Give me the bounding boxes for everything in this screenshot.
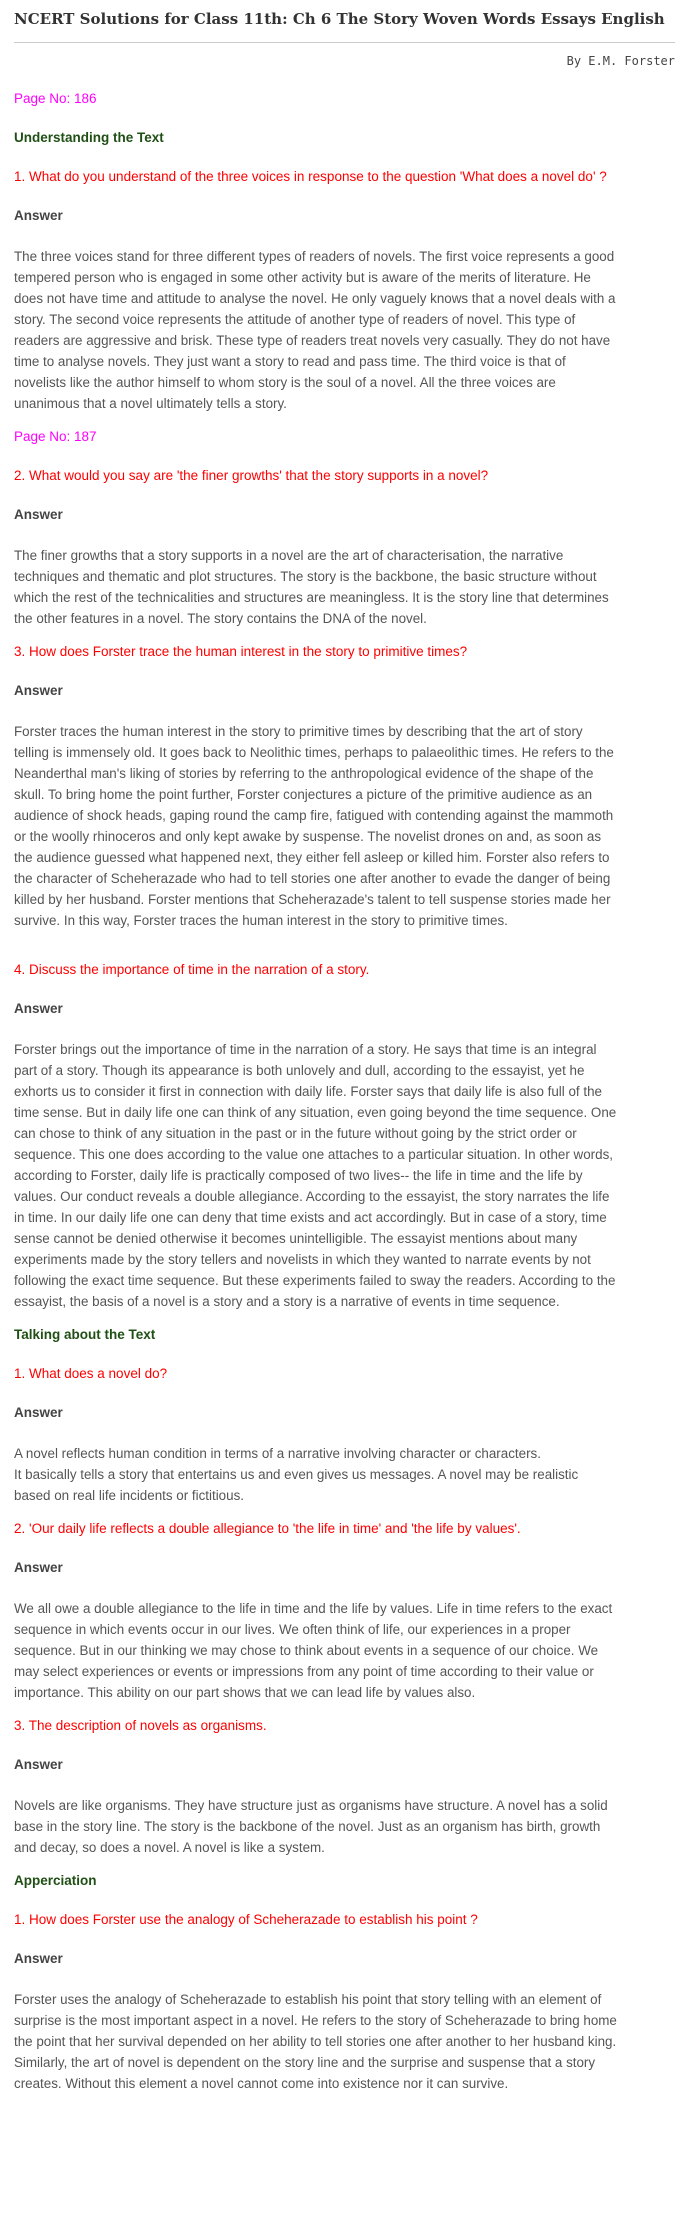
- answer-line: Novels are like organisms. They have structure just as organisms have structure. A novel has a solid: [14, 1798, 608, 1813]
- answer-3: [14, 721, 675, 931]
- answer-line: which the rest of the technicalities and structures are meaningless. It is the story line that determines: [14, 590, 609, 605]
- answer-2: [14, 545, 675, 629]
- answer-line: telling is immensely old. It goes back to Neolithic times, perhaps to palaeolithic times. He refers to the: [14, 745, 614, 760]
- answer-line: importance. This ability on our part shows that we can lead life by values also.: [14, 1685, 476, 1700]
- answer-line: time sense. But in daily life one can think of any situation, even going beyond the time sequence. One: [14, 1105, 617, 1120]
- answer-line: and decay, so does a novel. A novel is like a system.: [14, 1840, 325, 1855]
- answer-line: Forster uses the analogy of Scheherazade to establish his point that story telling with an element of: [14, 1992, 602, 2007]
- question-4: 4. Discuss the importance of time in the narration of a story.: [14, 962, 370, 977]
- answer-line: may select experiences or events or impressions from any point of time according to their value or: [14, 1664, 594, 1679]
- answer-label: Answer: [14, 1405, 63, 1420]
- answer-1: [14, 246, 675, 414]
- answer-line: sequence. This one does according to the value one attaches to a particular situation. In other words,: [14, 1147, 613, 1162]
- author-byline: By E.M. Forster: [566, 54, 675, 68]
- answer-line: readers are aggressive and brisk. These type of readers treat novels very casually. They do not have: [14, 333, 611, 348]
- answer-label: Answer: [14, 507, 63, 522]
- answer-line: the audience guessed what happened next, they either fell asleep or killed him. Forster also refers to: [14, 850, 610, 865]
- answer-line: in time. In our daily life one can deny that time exists and act accordingly. But in case of a story, time: [14, 1210, 607, 1225]
- question-3: 3. How does Forster trace the human interest in the story to primitive times?: [14, 644, 468, 659]
- page-number-187: Page No: 187: [14, 429, 97, 444]
- answer-line: Similarly, the art of novel is dependent on the story line and the surprise and suspense that a story: [14, 2055, 596, 2070]
- question-1: 1. What do you understand of the three voices in response to the question 'What does a novel do' ?: [14, 169, 607, 184]
- answer-line: experiments made by the story tellers and novelists in which they wanted to narrate events by not: [14, 1252, 591, 1267]
- answer-line: It basically tells a story that entertains us and even gives us messages. A novel may be realistic: [14, 1467, 579, 1482]
- title-divider: [14, 42, 675, 43]
- answer-label: Answer: [14, 1951, 63, 1966]
- answer-line: story. The second voice represents the attitude of another type of readers of novel. This type of: [14, 312, 576, 327]
- answer-line: following the exact time sequence. But these experiments failed to sway the readers. According to the: [14, 1273, 616, 1288]
- answer-line: can chose to think of any situation in the past or in the future without going by the strict order or: [14, 1126, 577, 1141]
- answer-line: tempered person who is engaged in some other activity but is aware of the merits of literature. He: [14, 270, 591, 285]
- page-number-186: Page No: 186: [14, 91, 97, 106]
- answer-line: survive. In this way, Forster traces the human interest in the story to primitive times.: [14, 913, 508, 928]
- answer-line: creates. Without this element a novel cannot come into existence nor it can survive.: [14, 2076, 509, 2091]
- answer-line: techniques and thematic and plot structures. The story is the backbone, the basic structure without: [14, 569, 597, 584]
- answer-line: The three voices stand for three different types of readers of novels. The first voice represents a good: [14, 249, 615, 264]
- talking-question-1: 1. What does a novel do?: [14, 1366, 168, 1381]
- answer-line: time to analyse novels. They just want a story to read and pass time. The third voice is that of: [14, 354, 566, 369]
- answer-label: Answer: [14, 1001, 63, 1016]
- talking-question-2: 2. 'Our daily life reflects a double allegiance to 'the life in time' and 'the life by values'.: [14, 1521, 521, 1536]
- answer-line: exhorts us to consider it first in connection with daily life. Forster says that daily life is also full of the: [14, 1084, 602, 1099]
- answer-line: essayist, the basis of a novel is a story and a story is a narrative of events in time sequence.: [14, 1294, 560, 1309]
- answer-line: audience of shock heads, gaping round the camp fire, fatigued with contending against the mammoth: [14, 808, 614, 823]
- answer-line: novelists like the author himself to whom story is the soul of a novel. All the three voices are: [14, 375, 556, 390]
- answer-line: A novel reflects human condition in terms of a narrative involving character or characters.: [14, 1446, 541, 1461]
- talking-answer-3: [14, 1795, 675, 1858]
- answer-line: surprise is the most important aspect in a novel. He refers to the story of Scheherazade to bring home: [14, 2013, 617, 2028]
- answer-line: sense cannot be denied otherwise it becomes unintelligible. The essayist mentions about many: [14, 1231, 578, 1246]
- answer-line: skull. To bring home the point further, Forster conjectures a picture of the primitive audience as an: [14, 787, 593, 802]
- answer-4: [14, 1039, 675, 1312]
- answer-line: base in the story line. The story is the backbone of the novel. Just as an organism has birth, growth: [14, 1819, 601, 1834]
- answer-line: the point that her survival depended on her ability to tell stories one after another to her husband king.: [14, 2034, 617, 2049]
- appreciation-question-1: 1. How does Forster use the analogy of Scheherazade to establish his point ?: [14, 1912, 478, 1927]
- answer-line: does not have time and attitude to analyse the novel. He only vaguely knows that a novel deals with a: [14, 291, 616, 306]
- answer-line: Neanderthal man's liking of stories by referring to the anthropological evidence of the shape of the: [14, 766, 594, 781]
- answer-line: Forster traces the human interest in the story to primitive times by describing that the art of story: [14, 724, 583, 739]
- talking-answer-1: [14, 1443, 675, 1506]
- section-heading-talking: Talking about the Text: [14, 1327, 156, 1342]
- answer-line: Forster brings out the importance of time in the narration of a story. He says that time is an integral: [14, 1042, 597, 1057]
- answer-line: or the woolly rhinoceros and only kept awake by suspense. The novelist drones on and, as soon as: [14, 829, 602, 844]
- answer-line: unanimous that a novel ultimately tells a story.: [14, 396, 287, 411]
- answer-line: sequence in which events occur in our lives. We often think of life, our experiences in a proper: [14, 1622, 571, 1637]
- answer-label: Answer: [14, 1560, 63, 1575]
- answer-line: based on real life incidents or fictitious.: [14, 1488, 244, 1503]
- answer-label: Answer: [14, 1757, 63, 1772]
- answer-label: Answer: [14, 208, 63, 223]
- answer-line: killed by her husband. Forster mentions that Scheherazade's talent to tell suspense stories made her: [14, 892, 611, 907]
- answer-line: the character of Scheherazade who had to tell stories one after another to evade the danger of being: [14, 871, 611, 886]
- answer-line: The finer growths that a story supports in a novel are the art of characterisation, the narrative: [14, 548, 564, 563]
- talking-answer-2: [14, 1598, 675, 1703]
- section-heading-appreciation: Apperciation: [14, 1873, 97, 1888]
- answer-line: according to Forster, daily life is practically composed of two lives-- the life in time and the life by: [14, 1168, 583, 1183]
- answer-line: part of a story. Though its appearance is both unlovely and dull, according to the essayist, yet he: [14, 1063, 585, 1078]
- answer-label: Answer: [14, 683, 63, 698]
- answer-line: We all owe a double allegiance to the life in time and the life by values. Life in time refers to the exact: [14, 1601, 613, 1616]
- answer-line: values. Our conduct reveals a double allegiance. According to the essayist, the story narrates the life: [14, 1189, 610, 1204]
- question-2: 2. What would you say are 'the finer growths' that the story supports in a novel?: [14, 468, 489, 483]
- answer-line: sequence. But in our thinking we may chose to think about events in a sequence of our choice. We: [14, 1643, 599, 1658]
- section-heading-understanding: Understanding the Text: [14, 130, 164, 145]
- talking-question-3: 3. The description of novels as organisms.: [14, 1718, 267, 1733]
- appreciation-answer-1: [14, 1989, 675, 2094]
- answer-line: the other features in a novel. The story contains the DNA of the novel.: [14, 611, 427, 626]
- page-title: NCERT Solutions for Class 11th: Ch 6 The Story Woven Words Essays English: [14, 10, 665, 28]
